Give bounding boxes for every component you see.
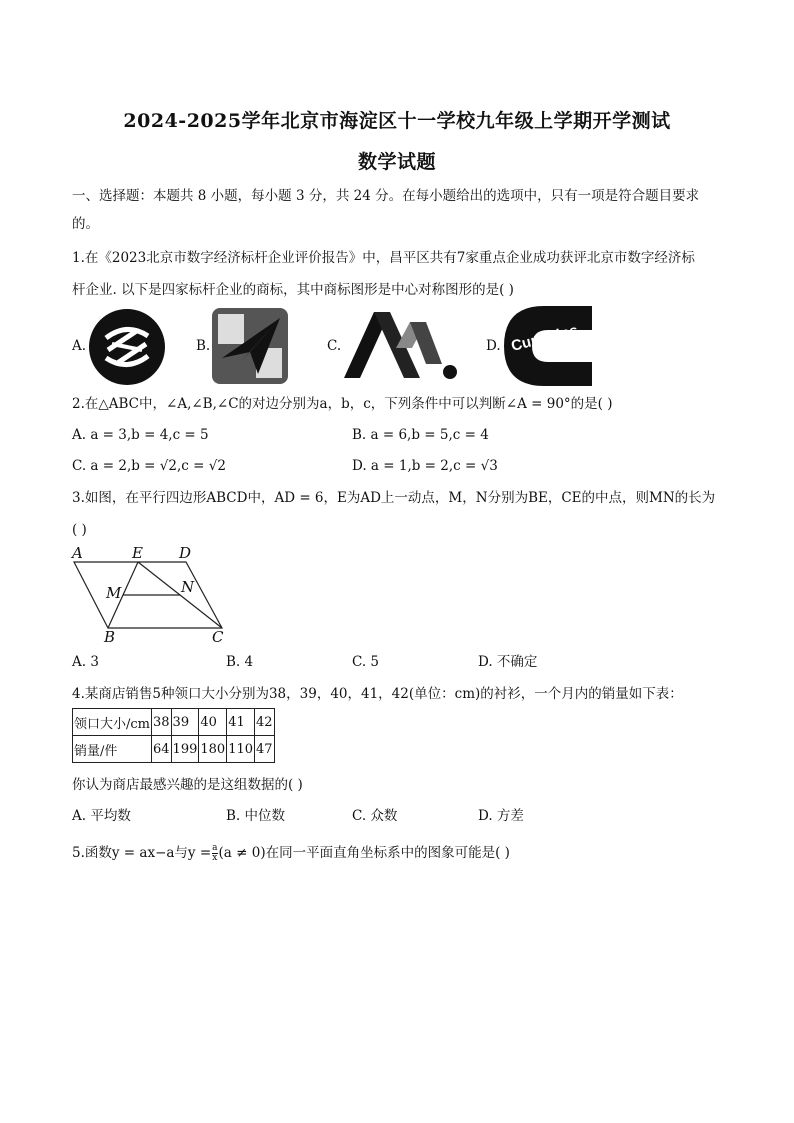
- figure-label-c: C: [212, 628, 224, 644]
- section-instructions-line2: 的。: [72, 216, 99, 232]
- table-cell: 180: [199, 736, 227, 763]
- q5-fraction-denominator: x: [212, 853, 218, 863]
- q1-option-c-label: C.: [327, 338, 342, 354]
- q2-option-a: A. a = 3,b = 4,c = 5: [72, 427, 209, 443]
- figure-label-e: E: [132, 544, 143, 562]
- q3-stem-line1: 3.如图，在平行四边形ABCD中，AD = 6，E为AD上一动点，M，N分别为BE，CE的中点，则MN的长为: [72, 490, 716, 506]
- table-cell: 64: [152, 736, 172, 763]
- q1-option-b-label: B.: [196, 338, 211, 354]
- figure-label-a: A: [72, 544, 83, 562]
- q2-stem: 2.在△ABC中，∠A,∠B,∠C的对边分别为a，b，c，下列条件中可以判断∠A = 90°的是( ): [72, 396, 613, 412]
- page-title: 2024-2025学年北京市海淀区十一学校九年级上学期开学测试: [123, 110, 671, 132]
- paper-plane-logo-icon: [212, 308, 288, 384]
- mountain-m-logo-icon: [344, 308, 460, 380]
- q4-stem: 4.某商店销售5种领口大小分别为38，39，40，41，42(单位：cm)的衬衫，一个月内的销量如下表：: [72, 686, 683, 702]
- table-cell: 110: [227, 736, 255, 763]
- q2-option-c: C. a = 2,b = √2,c = √2: [72, 458, 226, 474]
- q1-option-a-label: A.: [72, 338, 87, 354]
- q3-stem-line2: ( ): [72, 522, 87, 538]
- table-cell: 41: [227, 709, 255, 736]
- table-cell: 40: [199, 709, 227, 736]
- table-cell: 47: [255, 736, 275, 763]
- q1-stem-line1: 1.在《2023北京市数字经济标杆企业评价报告》中，昌平区共有7家重点企业成功获评北京市数字经济标: [72, 250, 695, 266]
- cummins-logo-icon: [504, 306, 592, 386]
- q5-stem-part1: 5.函数y = ax−a与y =: [72, 845, 212, 861]
- cummins-logo-text: Cummins: [509, 321, 580, 355]
- q5-fraction: [212, 844, 217, 863]
- q3-option-a: A. 3: [72, 654, 99, 670]
- figure-label-d: D: [179, 544, 192, 562]
- table-row: [73, 709, 275, 736]
- table-row: [73, 736, 275, 763]
- q3-option-d: D. 不确定: [478, 654, 538, 670]
- q4-option-a: A. 平均数: [72, 808, 131, 824]
- table-cell: 领口大小/cm: [73, 709, 152, 736]
- q3-option-b: B. 4: [226, 654, 254, 670]
- table-cell: 38: [152, 709, 172, 736]
- table-cell: 39: [171, 709, 199, 736]
- figure-label-n: N: [181, 578, 195, 596]
- parallelogram-figure: [64, 540, 244, 644]
- q5-stem-part2: (a ≠ 0)在同一平面直角坐标系中的图象可能是( ): [218, 845, 510, 861]
- figure-label-b: B: [104, 628, 116, 644]
- q4-option-d: D. 方差: [478, 808, 524, 824]
- q4-option-b: B. 中位数: [226, 808, 286, 824]
- page-subtitle: 数学试题: [357, 151, 436, 173]
- q2-option-b: B. a = 6,b = 5,c = 4: [352, 427, 489, 443]
- section-instructions-line1: 一、选择题：本题共 8 小题，每小题 3 分，共 24 分。在每小题给出的选项中，只有一项是符合题目要求: [72, 188, 700, 204]
- sales-table: [72, 708, 275, 763]
- q5-fraction-numerator: a: [212, 843, 218, 853]
- table-cell: 销量/件: [73, 736, 152, 763]
- q1-stem-line2: 杆企业. 以下是四家标杆企业的商标，其中商标图形是中心对称图形的是( ): [72, 282, 514, 298]
- q5-stem: [72, 843, 510, 863]
- table-cell: 199: [171, 736, 199, 763]
- q3-option-c: C. 5: [352, 654, 380, 670]
- q4-question: 你认为商店最感兴趣的是这组数据的( ): [72, 777, 303, 793]
- q4-option-c: C. 众数: [352, 808, 398, 824]
- china-mobile-logo-icon: [88, 308, 166, 386]
- q2-option-d: D. a = 1,b = 2,c = √3: [352, 458, 498, 474]
- q1-option-d-label: D.: [486, 338, 501, 354]
- figure-label-m: M: [106, 584, 122, 602]
- table-cell: 42: [255, 709, 275, 736]
